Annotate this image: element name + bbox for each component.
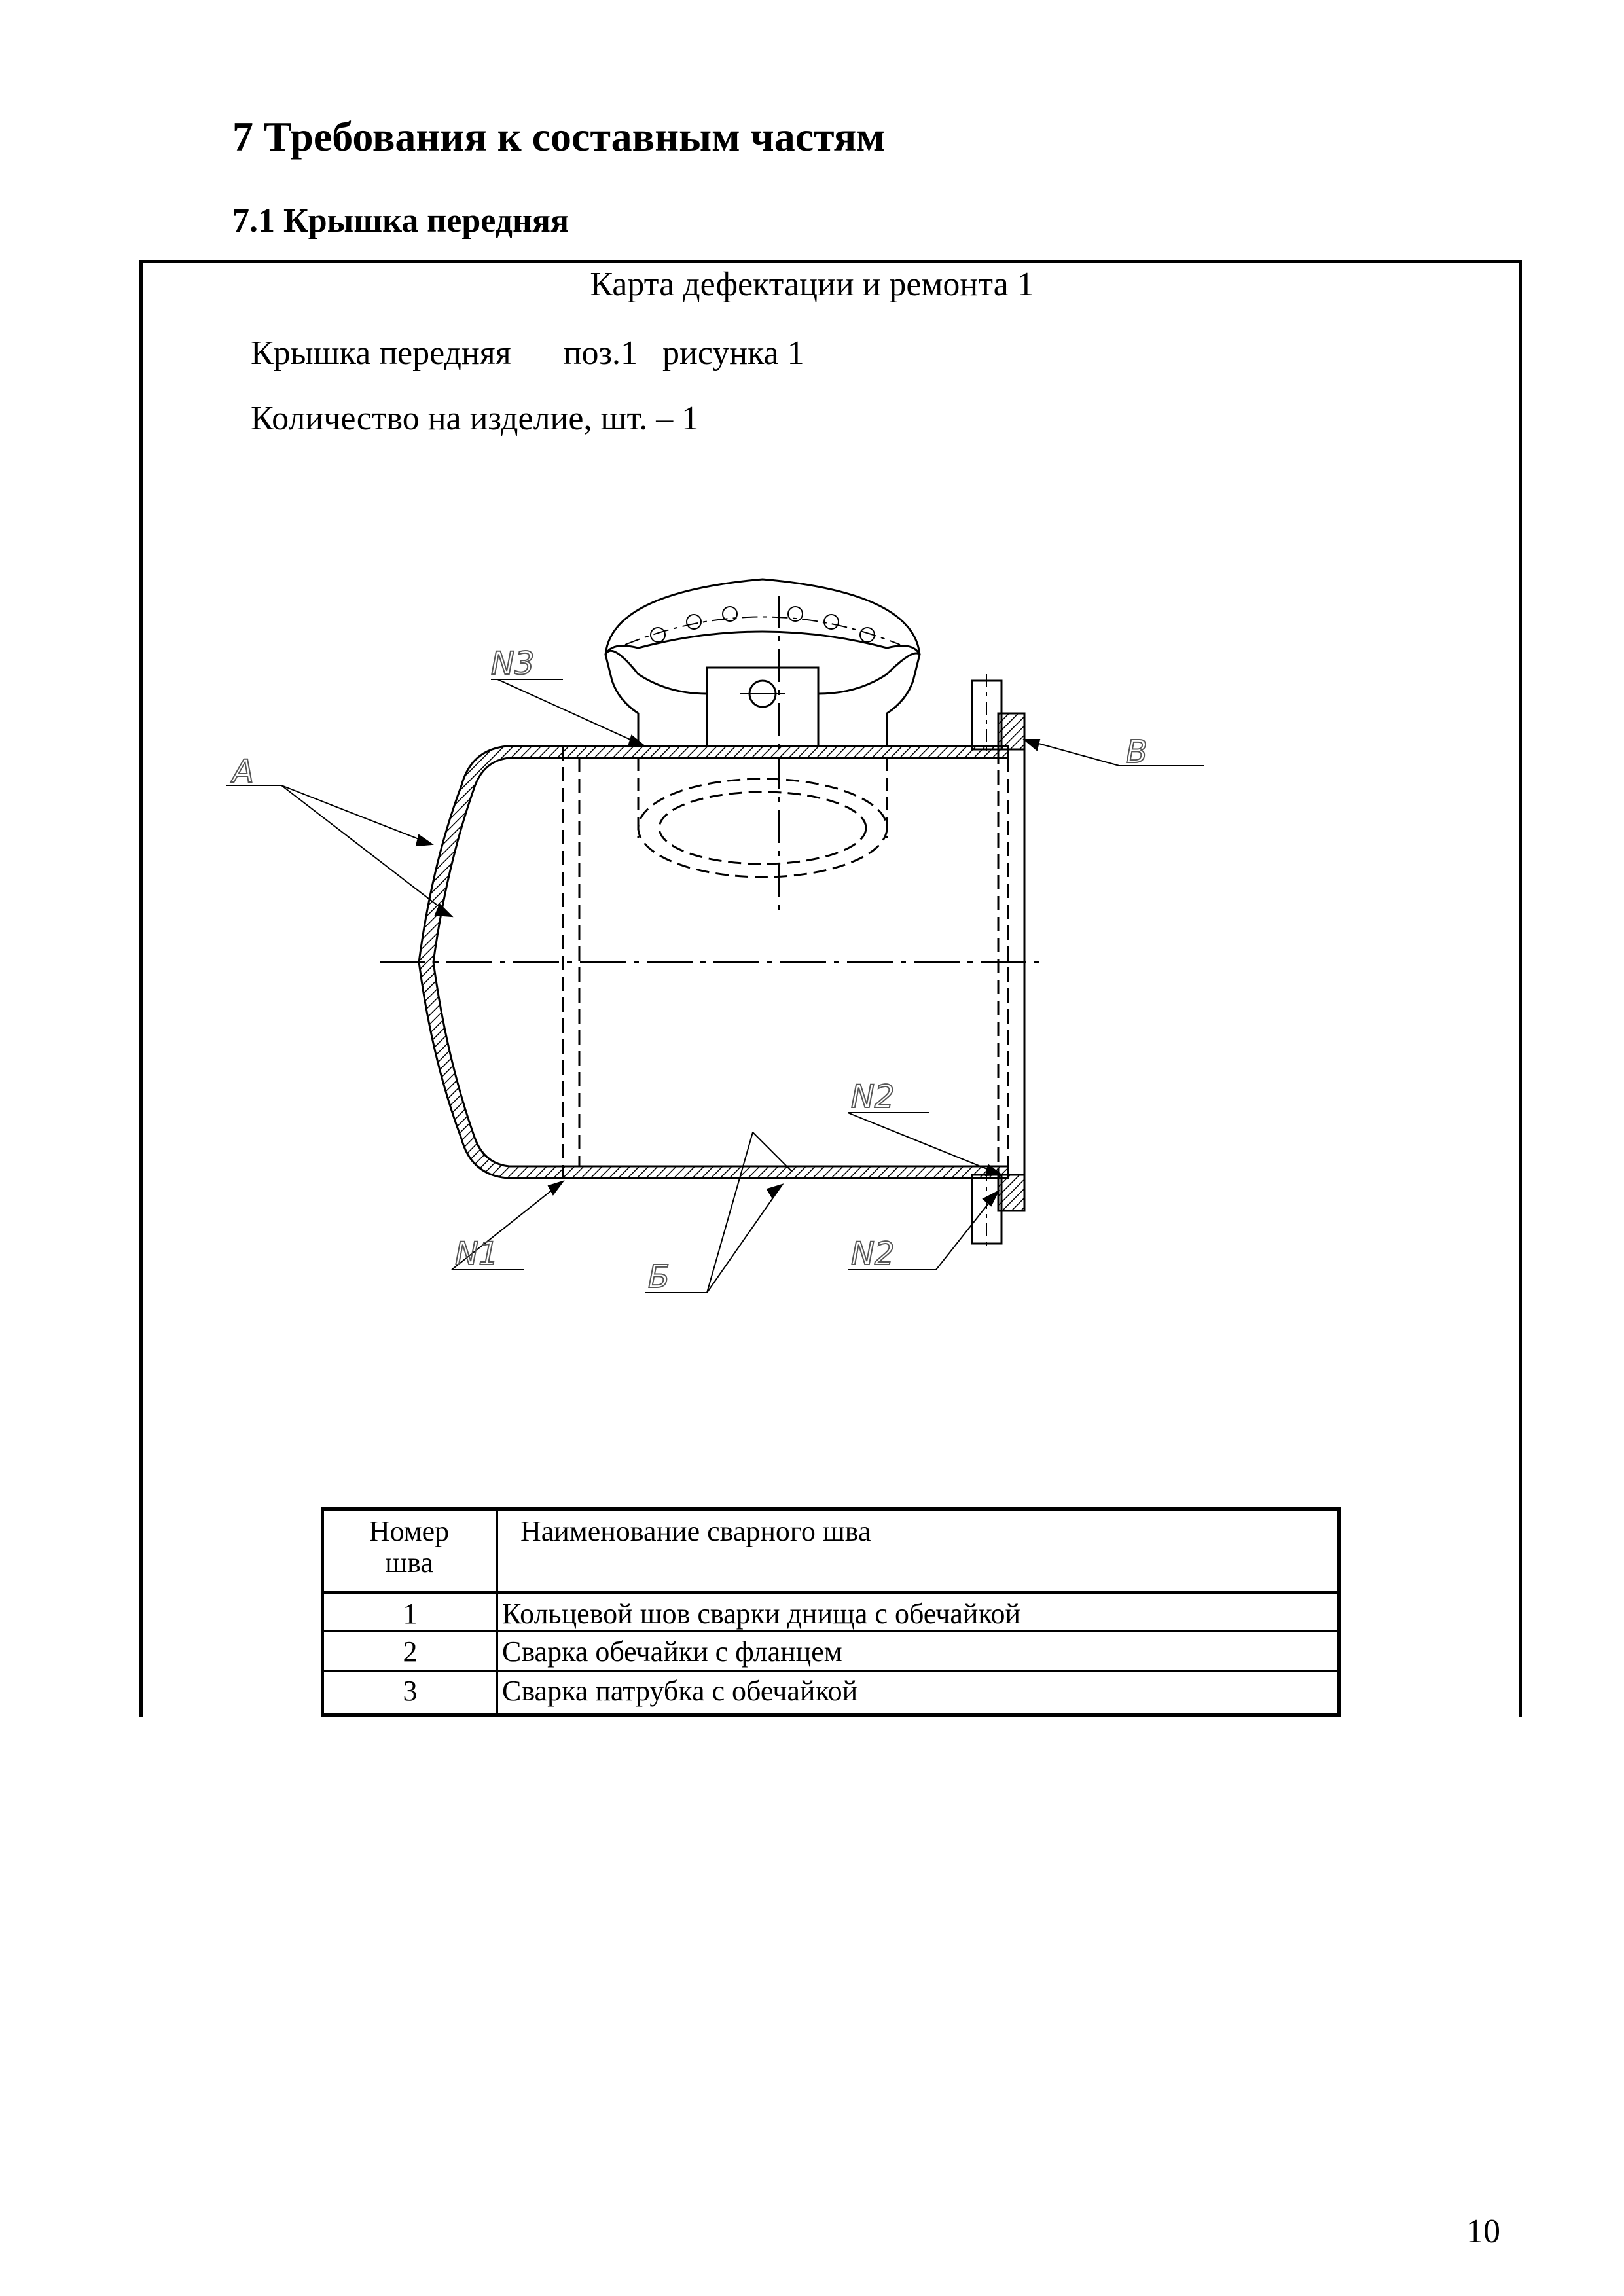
part-line <box>251 334 804 372</box>
section-heading: 7 Требования к составным частям <box>232 113 885 160</box>
nozzle-hidden-ellipse-outer <box>638 779 887 877</box>
header-seam-number: Номер шва <box>369 1515 450 1579</box>
leader-n3 <box>497 679 645 746</box>
header-seam-name: Наименование сварного шва <box>520 1515 871 1547</box>
part-position: поз.1 <box>563 334 638 372</box>
nozzle-hidden-ellipse-inner <box>659 792 866 864</box>
subsection-heading: 7.1 Крышка передняя <box>232 202 569 240</box>
weld-seam-table <box>321 1507 1341 1717</box>
table-row <box>324 1591 1337 1630</box>
row-seam-name: Сварка обечайки с фланцем <box>502 1636 842 1668</box>
leader-a-1 <box>281 785 432 844</box>
row-seam-number: 1 <box>403 1598 418 1630</box>
nozzle-bolt-holes <box>651 607 875 642</box>
row-seam-name: Кольцевой шов сварки днища с обечайкой <box>502 1598 1021 1630</box>
arrow-n2-bottom <box>983 1191 998 1206</box>
nozzle-body <box>605 651 920 746</box>
label-n1: N1 <box>455 1236 499 1272</box>
shell-bottom-wall <box>563 1166 1008 1178</box>
label-n3: N3 <box>491 645 535 682</box>
leader-a-2 <box>281 785 452 916</box>
table-header <box>324 1511 1337 1591</box>
row-seam-name: Сварка патрубка с обечайкой <box>502 1675 858 1707</box>
shell-top-wall <box>563 746 1008 758</box>
arrow-b-2 <box>767 1185 782 1198</box>
technical-drawing <box>139 511 1522 1329</box>
label-b: Б <box>648 1259 670 1295</box>
label-a: А <box>232 753 254 790</box>
arrow-n3 <box>628 736 645 746</box>
card-title: Карта дефектации и ремонта 1 <box>590 266 1034 303</box>
row-seam-number: 2 <box>403 1636 418 1668</box>
arrow-a-1 <box>416 835 432 846</box>
row-seam-number: 3 <box>403 1675 418 1707</box>
part-figure: рисунка 1 <box>662 334 804 372</box>
page-number: 10 <box>1466 2213 1500 2250</box>
quantity-line: Количество на изделие, шт. – 1 <box>251 400 699 437</box>
label-n2-top: N2 <box>851 1079 895 1115</box>
leader-b-1 <box>707 1132 753 1293</box>
table-row <box>324 1630 1337 1670</box>
table-row <box>324 1670 1337 1713</box>
label-n2-bottom: N2 <box>851 1236 895 1272</box>
nozzle-flange-dome <box>605 579 920 655</box>
label-v: В <box>1126 734 1147 770</box>
part-name: Крышка передняя <box>251 334 511 372</box>
arrow-n1 <box>549 1181 563 1194</box>
arrow-v <box>1024 740 1039 750</box>
leader-b-2 <box>707 1185 782 1293</box>
